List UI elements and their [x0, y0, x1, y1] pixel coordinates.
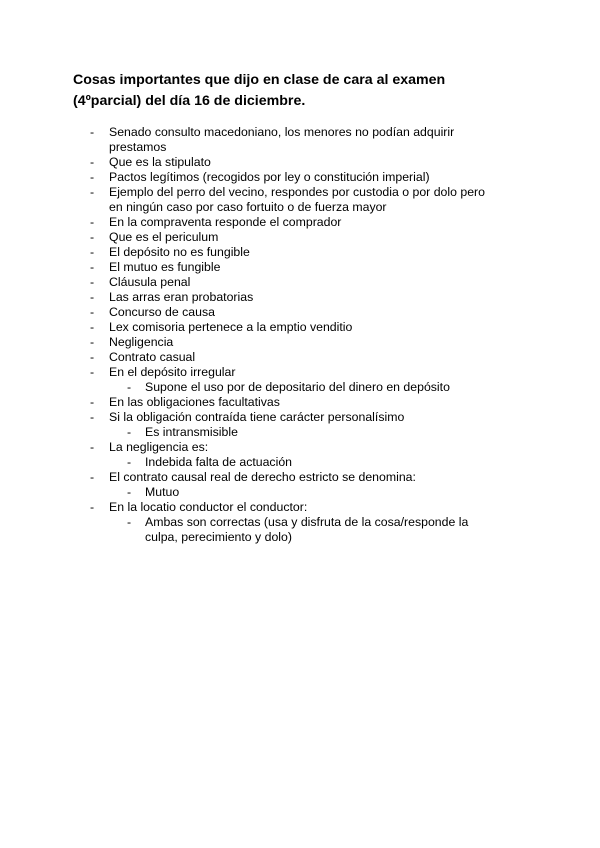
bullet-dash: -	[127, 515, 132, 529]
list-item	[0, 350, 489, 365]
list-item	[0, 470, 489, 485]
bullet-dash: -	[90, 410, 95, 424]
item-text: En la compraventa responde el comprador	[109, 215, 342, 229]
item-text: El depósito no es fungible	[109, 245, 250, 259]
list-item	[0, 440, 489, 455]
item-text: El contrato causal real de derecho estricto se denomina:	[109, 470, 416, 484]
list-item	[0, 500, 489, 515]
list-item	[0, 215, 489, 230]
bullet-dash: -	[90, 440, 95, 454]
list-item	[0, 185, 489, 215]
title-line-2: (4ºparcial) del día 16 de diciembre.	[73, 93, 306, 109]
list-item	[0, 410, 489, 425]
item-text: Lex comisoria pertenece a la emptio venditio	[109, 320, 353, 334]
bullet-dash: -	[90, 125, 95, 139]
bullet-dash: -	[90, 470, 95, 484]
list-item	[0, 305, 489, 320]
sub-list-item	[0, 380, 495, 395]
sub-list-item	[0, 455, 495, 470]
item-text: Concurso de causa	[109, 305, 215, 319]
list-item	[0, 155, 489, 170]
title-line-1: Cosas importantes que dijo en clase de cara al examen	[73, 72, 446, 88]
document-title	[73, 70, 493, 112]
notes-list	[0, 125, 600, 545]
bullet-dash: -	[90, 320, 95, 334]
bullet-dash: -	[127, 485, 132, 499]
sub-list-item	[0, 515, 495, 545]
bullet-dash: -	[90, 350, 95, 364]
list-item	[0, 260, 489, 275]
list-item	[0, 245, 489, 260]
item-text: Si la obligación contraída tiene carácter personalísimo	[109, 410, 405, 424]
bullet-dash: -	[90, 260, 95, 274]
list-item	[0, 320, 489, 335]
bullet-dash: -	[90, 170, 95, 184]
item-text: Negligencia	[109, 335, 174, 349]
bullet-dash: -	[127, 425, 132, 439]
list-item	[0, 230, 489, 245]
item-text: Que es el periculum	[109, 230, 219, 244]
item-text: Las arras eran probatorias	[109, 290, 254, 304]
bullet-dash: -	[90, 500, 95, 514]
item-text: Que es la stipulato	[109, 155, 211, 169]
bullet-dash: -	[90, 155, 95, 169]
bullet-dash: -	[90, 185, 95, 199]
sub-list-item	[0, 485, 495, 500]
item-text: En las obligaciones facultativas	[109, 395, 280, 409]
item-text: En la locatio conductor el conductor:	[109, 500, 308, 514]
item-text: En el depósito irregular	[109, 365, 236, 379]
list-item	[0, 125, 489, 155]
list-item	[0, 395, 489, 410]
item-text: El mutuo es fungible	[109, 260, 221, 274]
item-text: Ambas son correctas (usa y disfruta de la cosa/responde la culpa, perecimiento y dolo)	[145, 515, 469, 544]
bullet-dash: -	[90, 275, 95, 289]
bullet-dash: -	[90, 245, 95, 259]
bullet-dash: -	[90, 305, 95, 319]
list-item	[0, 275, 489, 290]
item-text: Senado consulto macedoniano, los menores no podían adquirir prestamos	[109, 125, 455, 154]
item-text: Mutuo	[145, 485, 180, 499]
item-text: Ejemplo del perro del vecino, respondes por custodia o por dolo pero en ningún caso por caso fortuito o de fuerza mayor	[109, 185, 485, 214]
list-item	[0, 335, 489, 350]
sub-list-item	[0, 425, 495, 440]
item-text: Contrato casual	[109, 350, 196, 364]
item-text: La negligencia es:	[109, 440, 209, 454]
bullet-dash: -	[90, 230, 95, 244]
bullet-dash: -	[90, 395, 95, 409]
item-text: Supone el uso por de depositario del dinero en depósito	[145, 380, 450, 394]
bullet-dash: -	[90, 365, 95, 379]
item-text: Pactos legítimos (recogidos por ley o constitución imperial)	[109, 170, 430, 184]
bullet-dash: -	[90, 215, 95, 229]
item-text: Cláusula penal	[109, 275, 191, 289]
bullet-dash: -	[90, 290, 95, 304]
item-text: Indebida falta de actuación	[145, 455, 292, 469]
bullet-dash: -	[127, 455, 132, 469]
item-text: Es intransmisible	[145, 425, 238, 439]
bullet-dash: -	[90, 335, 95, 349]
list-item	[0, 365, 489, 380]
list-item	[0, 170, 489, 185]
bullet-dash: -	[127, 380, 132, 394]
list-item	[0, 290, 489, 305]
